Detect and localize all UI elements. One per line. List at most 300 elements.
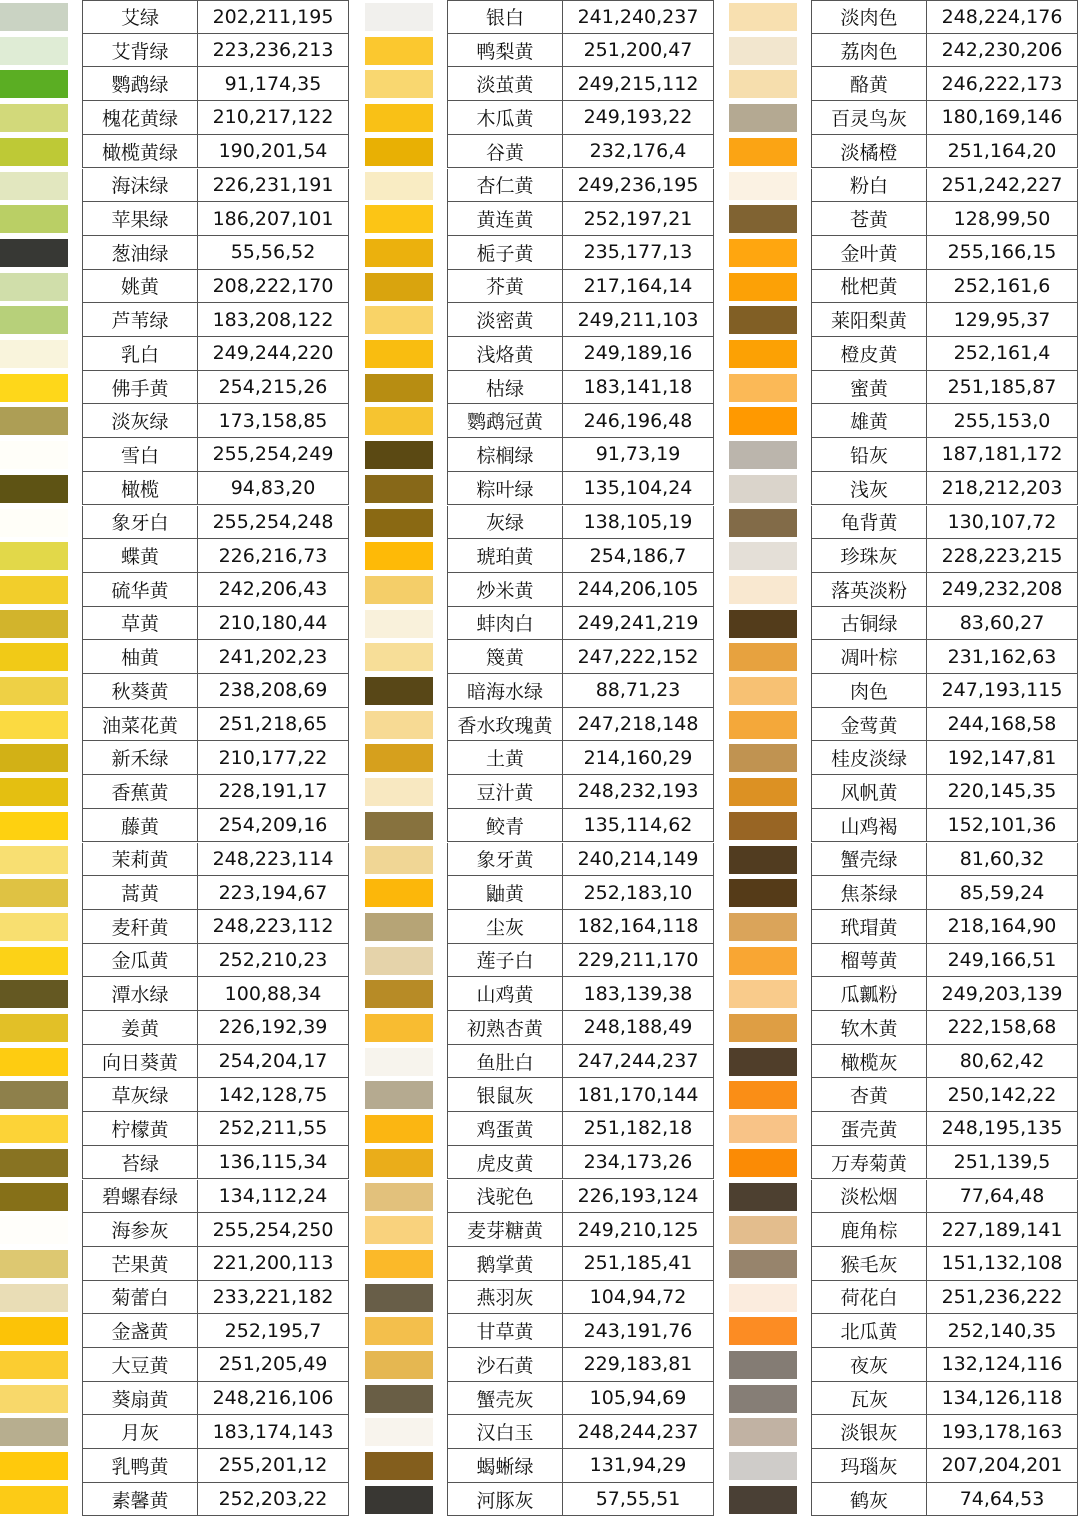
color-swatch xyxy=(365,1183,433,1211)
color-swatch xyxy=(365,1149,433,1177)
table-row xyxy=(447,640,714,674)
rgb-value: 249,215,112 xyxy=(577,72,699,95)
color-swatch xyxy=(0,3,68,31)
table-row xyxy=(811,708,1078,742)
table-row xyxy=(811,1146,1078,1180)
table-row xyxy=(447,539,714,573)
color-swatch xyxy=(0,306,68,334)
rgb-value: 251,185,41 xyxy=(583,1252,693,1275)
color-row xyxy=(365,1415,715,1449)
rgb-value: 134,126,118 xyxy=(941,1387,1063,1410)
rgb-value: 252,161,6 xyxy=(953,274,1051,297)
table-row xyxy=(82,101,349,135)
rgb-value: 85,59,24 xyxy=(959,881,1045,904)
rgb-value: 131,94,29 xyxy=(589,1454,687,1477)
table-row xyxy=(811,1213,1078,1247)
table-row xyxy=(447,506,714,540)
color-name: 蟹壳绿 xyxy=(812,843,927,876)
table-row xyxy=(811,1011,1078,1045)
color-swatch xyxy=(729,711,797,739)
color-row xyxy=(0,1078,350,1112)
color-row xyxy=(729,1045,1079,1079)
rgb-value: 218,164,90 xyxy=(947,915,1057,938)
color-swatch xyxy=(365,374,433,402)
color-swatch xyxy=(0,1081,68,1109)
color-row xyxy=(729,1314,1079,1348)
color-row xyxy=(0,674,350,708)
rgb-value: 252,203,22 xyxy=(218,1488,328,1511)
color-name: 碧螺春绿 xyxy=(83,1180,198,1213)
table-row xyxy=(811,944,1078,978)
table-row xyxy=(811,371,1078,405)
color-name: 棕榈绿 xyxy=(448,438,563,471)
color-swatch xyxy=(729,1351,797,1379)
table-row xyxy=(82,775,349,809)
rgb-value: 57,55,51 xyxy=(595,1488,681,1511)
color-swatch xyxy=(729,374,797,402)
color-swatch xyxy=(729,37,797,65)
color-row xyxy=(0,1281,350,1315)
color-row xyxy=(365,640,715,674)
color-name: 桂皮淡绿 xyxy=(812,741,927,774)
rgb-value: 80,62,42 xyxy=(959,1050,1045,1073)
rgb-value: 249,193,22 xyxy=(583,106,693,129)
color-row xyxy=(0,135,350,169)
color-name: 鹅掌黄 xyxy=(448,1247,563,1280)
color-swatch xyxy=(0,1385,68,1413)
color-row xyxy=(365,34,715,68)
color-row xyxy=(365,708,715,742)
color-row xyxy=(729,708,1079,742)
color-row xyxy=(365,202,715,236)
color-swatch xyxy=(729,1486,797,1514)
color-swatch xyxy=(729,1452,797,1480)
rgb-value: 223,236,213 xyxy=(212,39,334,62)
color-name: 玛瑙灰 xyxy=(812,1449,927,1482)
rgb-value: 134,112,24 xyxy=(218,1184,328,1207)
color-swatch xyxy=(729,1014,797,1042)
color-swatch xyxy=(365,205,433,233)
rgb-value: 231,162,63 xyxy=(947,645,1057,668)
table-row xyxy=(82,944,349,978)
rgb-value: 254,186,7 xyxy=(589,544,687,567)
table-row xyxy=(447,1112,714,1146)
color-row xyxy=(0,573,350,607)
table-row xyxy=(811,1483,1078,1517)
table-row xyxy=(447,1078,714,1112)
color-row xyxy=(0,1112,350,1146)
color-row xyxy=(365,809,715,843)
table-row xyxy=(811,1281,1078,1315)
color-row xyxy=(0,1247,350,1281)
color-row xyxy=(729,0,1079,34)
table-row xyxy=(811,1045,1078,1079)
table-row xyxy=(811,876,1078,910)
color-swatch xyxy=(0,643,68,671)
rgb-value: 202,211,195 xyxy=(212,5,334,28)
color-name: 象牙黄 xyxy=(448,843,563,876)
rgb-value: 247,218,148 xyxy=(577,713,699,736)
color-swatch xyxy=(729,441,797,469)
table-row xyxy=(82,1045,349,1079)
rgb-value: 246,196,48 xyxy=(583,409,693,432)
color-name: 枯绿 xyxy=(448,371,563,404)
color-row xyxy=(0,101,350,135)
color-row xyxy=(365,135,715,169)
rgb-value: 223,194,67 xyxy=(218,881,328,904)
color-swatch xyxy=(0,542,68,570)
table-row xyxy=(82,438,349,472)
color-swatch xyxy=(365,879,433,907)
color-name: 山鸡褐 xyxy=(812,809,927,842)
rgb-value: 251,236,222 xyxy=(941,1285,1063,1308)
rgb-value: 210,177,22 xyxy=(218,746,328,769)
table-row xyxy=(811,1348,1078,1382)
color-row xyxy=(729,404,1079,438)
table-row xyxy=(447,977,714,1011)
table-row xyxy=(447,1045,714,1079)
table-row xyxy=(82,843,349,877)
table-row xyxy=(82,337,349,371)
color-name: 淡松烟 xyxy=(812,1180,927,1213)
rgb-value: 248,244,237 xyxy=(577,1420,699,1443)
rgb-value: 135,104,24 xyxy=(583,477,693,500)
table-row xyxy=(811,1112,1078,1146)
rgb-value: 104,94,72 xyxy=(589,1285,687,1308)
color-name: 麦芽糖黄 xyxy=(448,1213,563,1246)
color-name: 浅驼色 xyxy=(448,1180,563,1213)
color-name: 金盏黄 xyxy=(83,1314,198,1347)
color-row xyxy=(0,236,350,270)
color-swatch xyxy=(729,846,797,874)
color-row xyxy=(365,741,715,775)
color-name: 橙皮黄 xyxy=(812,337,927,370)
color-name: 龟背黄 xyxy=(812,506,927,539)
color-row xyxy=(365,1078,715,1112)
color-swatch xyxy=(0,441,68,469)
color-swatch xyxy=(0,1115,68,1143)
table-row xyxy=(447,371,714,405)
color-row xyxy=(0,640,350,674)
color-swatch xyxy=(0,70,68,98)
table-row xyxy=(82,910,349,944)
color-name: 百灵鸟灰 xyxy=(812,101,927,134)
rgb-value: 228,223,215 xyxy=(941,544,1063,567)
color-row xyxy=(0,337,350,371)
color-row xyxy=(729,169,1079,203)
rgb-value: 251,200,47 xyxy=(583,39,693,62)
color-name: 大豆黄 xyxy=(83,1348,198,1381)
color-row xyxy=(0,741,350,775)
color-row xyxy=(729,977,1079,1011)
table-row xyxy=(811,573,1078,607)
color-name: 土黄 xyxy=(448,741,563,774)
color-swatch xyxy=(365,1284,433,1312)
color-swatch xyxy=(729,1250,797,1278)
color-name: 姚黄 xyxy=(83,270,198,303)
color-swatch xyxy=(0,1014,68,1042)
rgb-value: 180,169,146 xyxy=(941,106,1063,129)
color-name: 淡橘橙 xyxy=(812,135,927,168)
rgb-value: 221,200,113 xyxy=(212,1252,334,1275)
table-row xyxy=(811,472,1078,506)
color-name: 苔绿 xyxy=(83,1146,198,1179)
rgb-value: 254,204,17 xyxy=(218,1050,328,1073)
color-swatch xyxy=(0,1486,68,1514)
color-swatch xyxy=(729,1149,797,1177)
rgb-value: 193,178,163 xyxy=(941,1420,1063,1443)
color-name: 橄榄黄绿 xyxy=(83,135,198,168)
table-row xyxy=(447,270,714,304)
color-row xyxy=(0,506,350,540)
color-swatch xyxy=(365,138,433,166)
color-swatch xyxy=(365,542,433,570)
rgb-value: 248,224,176 xyxy=(941,5,1063,28)
color-row xyxy=(365,404,715,438)
color-name: 蚌肉白 xyxy=(448,607,563,640)
color-row xyxy=(365,67,715,101)
color-row xyxy=(365,1281,715,1315)
table-row xyxy=(82,1314,349,1348)
table-row xyxy=(82,741,349,775)
color-name: 藤黄 xyxy=(83,809,198,842)
color-row xyxy=(0,876,350,910)
table-row xyxy=(447,472,714,506)
table-row xyxy=(447,573,714,607)
color-swatch xyxy=(365,643,433,671)
color-row xyxy=(729,371,1079,405)
table-row xyxy=(82,1112,349,1146)
table-row xyxy=(82,67,349,101)
rgb-value: 249,232,208 xyxy=(941,578,1063,601)
color-row xyxy=(0,67,350,101)
color-name: 海参灰 xyxy=(83,1213,198,1246)
rgb-value: 55,56,52 xyxy=(230,241,316,264)
color-swatch xyxy=(0,172,68,200)
color-name: 珍珠灰 xyxy=(812,539,927,572)
color-row xyxy=(365,1382,715,1416)
rgb-value: 248,223,112 xyxy=(212,915,334,938)
color-name: 夜灰 xyxy=(812,1348,927,1381)
rgb-value: 220,145,35 xyxy=(947,780,1057,803)
color-row xyxy=(365,472,715,506)
color-row xyxy=(729,775,1079,809)
color-row xyxy=(365,1112,715,1146)
rgb-value: 232,176,4 xyxy=(589,140,687,163)
color-name: 槐花黄绿 xyxy=(83,101,198,134)
color-row xyxy=(0,977,350,1011)
color-name: 山鸡黄 xyxy=(448,977,563,1010)
color-row xyxy=(729,303,1079,337)
color-swatch xyxy=(0,1418,68,1446)
rgb-value: 183,208,122 xyxy=(212,308,334,331)
color-swatch xyxy=(729,340,797,368)
color-swatch xyxy=(365,1452,433,1480)
table-row xyxy=(447,101,714,135)
rgb-value: 187,181,172 xyxy=(941,443,1063,466)
rgb-value: 251,185,87 xyxy=(947,376,1057,399)
color-swatch xyxy=(0,1048,68,1076)
color-row xyxy=(365,1180,715,1214)
color-name: 浅烙黄 xyxy=(448,337,563,370)
color-swatch xyxy=(365,711,433,739)
color-name: 乳鸭黄 xyxy=(83,1449,198,1482)
table-row xyxy=(447,236,714,270)
color-row xyxy=(365,1045,715,1079)
color-name: 雪白 xyxy=(83,438,198,471)
color-row xyxy=(0,1449,350,1483)
color-swatch xyxy=(365,980,433,1008)
color-swatch xyxy=(729,273,797,301)
color-row xyxy=(365,573,715,607)
rgb-value: 192,147,81 xyxy=(947,746,1057,769)
color-row xyxy=(729,1449,1079,1483)
color-row xyxy=(729,876,1079,910)
table-row xyxy=(82,876,349,910)
table-row xyxy=(82,169,349,203)
color-row xyxy=(729,674,1079,708)
color-name: 篾黄 xyxy=(448,640,563,673)
rgb-value: 255,254,250 xyxy=(212,1218,334,1241)
rgb-value: 173,158,85 xyxy=(218,409,328,432)
color-name: 枇杷黄 xyxy=(812,270,927,303)
color-row xyxy=(729,67,1079,101)
color-swatch xyxy=(365,1048,433,1076)
color-swatch xyxy=(0,205,68,233)
color-row xyxy=(0,910,350,944)
color-name: 月灰 xyxy=(83,1415,198,1448)
color-swatch xyxy=(365,239,433,267)
color-swatch xyxy=(0,778,68,806)
table-row xyxy=(82,472,349,506)
color-swatch xyxy=(729,475,797,503)
color-row xyxy=(729,202,1079,236)
color-row xyxy=(365,910,715,944)
color-name: 焦茶绿 xyxy=(812,876,927,909)
color-name: 橄榄 xyxy=(83,472,198,505)
color-name: 油菜花黄 xyxy=(83,708,198,741)
color-name: 象牙白 xyxy=(83,506,198,539)
color-row xyxy=(0,404,350,438)
rgb-value: 83,60,27 xyxy=(959,611,1045,634)
color-name: 沙石黄 xyxy=(448,1348,563,1381)
color-swatch xyxy=(729,643,797,671)
table-row xyxy=(811,640,1078,674)
color-swatch xyxy=(0,374,68,402)
color-row xyxy=(729,910,1079,944)
rgb-value: 135,114,62 xyxy=(583,814,693,837)
table-row xyxy=(82,1213,349,1247)
color-name: 苍黄 xyxy=(812,202,927,235)
rgb-value: 252,197,21 xyxy=(583,207,693,230)
rgb-value: 74,64,53 xyxy=(959,1488,1045,1511)
color-name: 淡银灰 xyxy=(812,1415,927,1448)
color-swatch xyxy=(365,441,433,469)
color-row xyxy=(729,1415,1079,1449)
color-name: 金叶黄 xyxy=(812,236,927,269)
color-swatch xyxy=(729,1115,797,1143)
color-swatch xyxy=(365,812,433,840)
table-row xyxy=(82,506,349,540)
rgb-value: 248,216,106 xyxy=(212,1387,334,1410)
table-row xyxy=(82,607,349,641)
rgb-value: 210,180,44 xyxy=(218,611,328,634)
color-name: 银鼠灰 xyxy=(448,1078,563,1111)
color-swatch xyxy=(729,913,797,941)
table-row xyxy=(811,135,1078,169)
rgb-value: 248,223,114 xyxy=(212,847,334,870)
table-row xyxy=(82,270,349,304)
color-name: 姜黄 xyxy=(83,1011,198,1044)
color-swatch xyxy=(0,138,68,166)
color-row xyxy=(0,0,350,34)
table-row xyxy=(447,169,714,203)
color-row xyxy=(0,303,350,337)
color-swatch xyxy=(0,273,68,301)
rgb-value: 254,209,16 xyxy=(218,814,328,837)
color-row xyxy=(0,1146,350,1180)
table-row xyxy=(447,1247,714,1281)
table-row xyxy=(811,1314,1078,1348)
table-row xyxy=(447,876,714,910)
rgb-value: 248,232,193 xyxy=(577,780,699,803)
color-row xyxy=(729,1382,1079,1416)
color-row xyxy=(0,169,350,203)
color-name: 肉色 xyxy=(812,674,927,707)
color-name: 蜜黄 xyxy=(812,371,927,404)
color-name: 橄榄灰 xyxy=(812,1045,927,1078)
color-swatch xyxy=(365,407,433,435)
color-swatch xyxy=(0,744,68,772)
color-row xyxy=(0,34,350,68)
color-swatch xyxy=(0,1284,68,1312)
table-row xyxy=(82,1382,349,1416)
rgb-value: 229,183,81 xyxy=(583,1353,693,1376)
color-row xyxy=(0,371,350,405)
color-name: 鹤灰 xyxy=(812,1483,927,1516)
table-row xyxy=(82,539,349,573)
color-row xyxy=(365,270,715,304)
color-row xyxy=(365,1247,715,1281)
color-swatch xyxy=(0,509,68,537)
rgb-value: 186,207,101 xyxy=(212,207,334,230)
rgb-value: 249,236,195 xyxy=(577,173,699,196)
color-name: 谷黄 xyxy=(448,135,563,168)
rgb-value: 252,161,4 xyxy=(953,342,1051,365)
color-name: 秋葵黄 xyxy=(83,674,198,707)
table-row xyxy=(447,0,714,34)
color-row xyxy=(365,337,715,371)
color-name: 暗海水绿 xyxy=(448,674,563,707)
table-row xyxy=(82,303,349,337)
color-swatch xyxy=(729,879,797,907)
color-row xyxy=(729,438,1079,472)
color-row xyxy=(365,539,715,573)
rgb-value: 152,101,36 xyxy=(947,814,1057,837)
color-swatch xyxy=(365,1385,433,1413)
rgb-value: 249,244,220 xyxy=(212,342,334,365)
color-row xyxy=(0,607,350,641)
color-swatch xyxy=(0,812,68,840)
table-row xyxy=(82,1415,349,1449)
rgb-value: 229,211,170 xyxy=(577,948,699,971)
table-row xyxy=(447,202,714,236)
rgb-value: 105,94,69 xyxy=(589,1387,687,1410)
color-swatch xyxy=(365,273,433,301)
color-name: 芥黄 xyxy=(448,270,563,303)
color-row xyxy=(729,573,1079,607)
table-row xyxy=(82,202,349,236)
